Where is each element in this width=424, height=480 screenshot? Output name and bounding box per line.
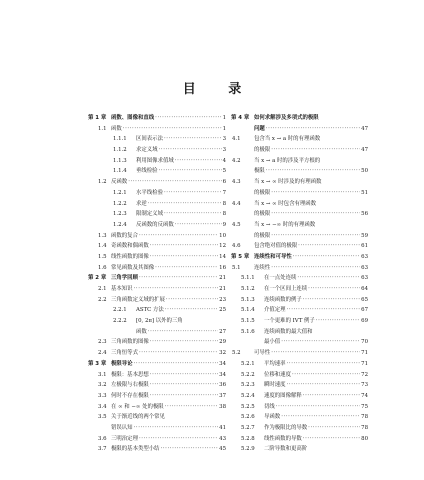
toc-leader-dots	[134, 284, 219, 295]
toc-leader-dots	[139, 434, 218, 445]
toc-entry	[231, 359, 368, 370]
toc-entry-title: 切线	[264, 403, 275, 410]
toc-entry	[231, 327, 368, 338]
toc-leader-dots	[150, 380, 218, 391]
toc-leader-dots	[308, 423, 360, 434]
toc-entry-number: 5.2	[232, 350, 241, 357]
toc-entry	[88, 252, 226, 263]
toc-entry-page: 34	[219, 371, 226, 378]
toc-entry-number: 5.1.4	[241, 307, 255, 314]
toc-entry-number: 第 3 章	[88, 360, 107, 367]
toc-entry-title: 可导性	[254, 350, 271, 357]
toc-entry-number: 5.2.6	[241, 414, 255, 421]
toc-entry	[231, 412, 368, 423]
toc-entry	[231, 199, 368, 210]
toc-leader-dots	[164, 188, 222, 199]
toc-entry-number: 1.2.1	[113, 189, 127, 196]
toc-entry-title: 连续性和可导性	[254, 253, 292, 260]
toc-entry-title: 垂线检验	[136, 168, 158, 175]
toc-entry	[88, 380, 226, 391]
toc-entry-number: 1.2	[98, 179, 107, 186]
toc-entry	[231, 444, 368, 455]
toc-leader-dots	[150, 370, 218, 381]
toc-entry-number: 第 4 章	[231, 115, 250, 121]
toc-entry-title: 线性函数的图像	[111, 253, 149, 260]
toc-entry-number: 3.2	[98, 382, 107, 389]
toc-entry	[88, 134, 226, 145]
toc-entry-number: 第 2 章	[88, 275, 107, 282]
toc-leader-dots	[287, 380, 361, 391]
toc-entry-number: 4.4	[232, 200, 241, 207]
toc-entry-page: 16	[219, 264, 226, 271]
toc-entry-page: 74	[361, 392, 368, 399]
toc-entry-title: 三角函数定义域的扩展	[111, 296, 165, 303]
toc-entry	[88, 284, 226, 295]
toc-leader-dots	[287, 359, 361, 370]
toc-entry-page: 37	[219, 392, 226, 399]
toc-entry-title: 介值定理	[264, 307, 286, 314]
toc-entry	[231, 273, 368, 284]
toc-leader-dots	[281, 337, 360, 348]
toc-entry	[88, 337, 226, 348]
toc-leader-dots	[298, 241, 360, 252]
toc-entry-number: 5.2.4	[241, 392, 255, 399]
toc-entry-page: 1	[222, 125, 226, 132]
toc-right-column	[231, 113, 368, 455]
toc-entry-number: 5.2.9	[241, 446, 255, 453]
toc-entry-number: 5.1.1	[241, 275, 255, 282]
toc-entry-title: 关于渐近线的两个常见	[111, 414, 165, 421]
toc-entry-title: 错误认知	[111, 424, 133, 431]
toc-entry-page: 32	[219, 350, 226, 357]
toc-entry-number: 3.5	[98, 414, 107, 421]
toc-entry-page: 36	[219, 382, 226, 389]
toc-entry-page: 69	[361, 318, 368, 325]
toc-entry	[88, 156, 226, 167]
toc-entry-title: 反函数的反函数	[136, 221, 174, 228]
toc-leader-dots	[266, 124, 360, 135]
toc-entry-page: 4	[222, 157, 226, 164]
toc-entry-title: 函数	[111, 125, 122, 132]
toc-entry	[88, 327, 226, 338]
toc-entry-page: 29	[219, 339, 226, 346]
toc-leader-dots	[134, 423, 219, 434]
toc-entry-number: 5.1	[232, 264, 241, 271]
toc-entry-number: 3.1	[98, 371, 107, 378]
toc-entry-page: 5	[222, 168, 226, 175]
toc-entry-number: 3.7	[98, 446, 107, 453]
toc-entry-number: 5.2.5	[241, 403, 255, 410]
toc-leader-dots	[150, 391, 218, 402]
toc-entry-title: 在一个区间上连续	[264, 286, 308, 292]
toc-entry	[231, 391, 368, 402]
toc-entry-title: 求逆	[136, 200, 147, 207]
toc-entry-title: [0, 2π] 以外的三角	[136, 318, 183, 325]
toc-entry-title: 当 x → a 时的涉及平方根的	[254, 157, 321, 164]
toc-entry-title: 函数、图像和直线	[111, 115, 155, 121]
toc-leader-dots	[148, 199, 222, 210]
toc-leader-dots	[297, 273, 360, 284]
toc-entry-page: 63	[361, 253, 368, 260]
toc-entry-title: 问题	[254, 125, 265, 132]
toc-entry	[231, 231, 368, 242]
toc-entry-title: 当 x → ∞ 时包含有理函数	[254, 200, 317, 207]
toc-entry	[231, 402, 368, 413]
toc-leader-dots	[164, 134, 222, 145]
toc-entry-title: 瞬时速度	[264, 382, 286, 389]
toc-entry-title: 的极限	[254, 232, 271, 239]
toc-entry-title: 导函数	[264, 414, 281, 421]
toc-leader-dots	[155, 263, 218, 274]
toc-leader-dots	[139, 273, 218, 284]
toc-entry	[231, 113, 368, 124]
toc-entry	[88, 359, 226, 370]
toc-entry-number: 1.1.2	[113, 147, 127, 154]
toc-entry-number: 1.4	[98, 243, 107, 250]
toc-leader-dots	[281, 412, 360, 423]
toc-entry-number: 5.2.3	[241, 382, 255, 389]
toc-entry	[88, 412, 226, 423]
toc-entry-page: 14	[219, 253, 226, 260]
toc-entry-number: 1.2.3	[113, 211, 127, 218]
toc-entry-page: 70	[361, 339, 368, 346]
toc-entry-number: 4.2	[232, 157, 241, 164]
toc-entry-number: 1.1	[98, 125, 107, 132]
toc-leader-dots	[266, 166, 360, 177]
toc-entry	[88, 316, 226, 327]
toc-entry-page: 8	[222, 211, 226, 218]
toc-entry	[231, 241, 368, 252]
toc-entry-title: 线性函数的导数	[264, 435, 302, 442]
toc-entry-page: 27	[219, 328, 226, 335]
toc-leader-dots	[175, 156, 222, 167]
toc-leader-dots	[271, 263, 360, 274]
toc-entry	[231, 177, 368, 188]
toc-entry	[231, 316, 368, 327]
toc-entry-number: 2.2.2	[113, 318, 127, 325]
toc-entry	[231, 263, 368, 274]
toc-leader-dots	[316, 316, 360, 327]
toc-leader-dots	[276, 402, 360, 413]
toc-entry-title: 连续函数的最大值和	[264, 328, 313, 335]
toc-entry	[88, 166, 226, 177]
toc-entry-page: 75	[361, 403, 368, 410]
toc-entry	[88, 273, 226, 284]
toc-entry-page: 73	[361, 382, 368, 389]
toc-entry-title: 基本知识	[111, 286, 133, 292]
toc-entry-title: 函数	[136, 328, 147, 335]
toc-entry	[88, 124, 226, 135]
toc-entry-number: 3.4	[98, 403, 107, 410]
toc-entry-title: 极限：基本思想	[111, 371, 149, 378]
toc-entry-title: 当 x → −∞ 时的有理函数	[254, 221, 316, 228]
toc-entry	[88, 220, 226, 231]
toc-entry-page: 50	[361, 168, 368, 175]
toc-entry-page: 56	[361, 211, 368, 218]
toc-leader-dots	[139, 348, 218, 359]
toc-entry-number: 5.2.8	[241, 435, 255, 442]
toc-entry-page: 38	[219, 403, 226, 410]
toc-entry-page: 78	[361, 424, 368, 431]
toc-entry-page: 64	[361, 286, 368, 292]
toc-entry-number: 5.2.1	[241, 360, 255, 367]
toc-entry-title: 极限的基本类型小结	[111, 446, 160, 453]
toc-entry-page: 3	[222, 136, 226, 143]
toc-leader-dots	[134, 359, 219, 370]
toc-entry-number: 第 1 章	[88, 115, 107, 121]
toc-entry-page: 65	[361, 296, 368, 303]
toc-entry	[88, 177, 226, 188]
toc-entry-page: 63	[361, 275, 368, 282]
toc-leader-dots	[303, 295, 360, 306]
toc-entry-page: 72	[361, 371, 368, 378]
toc-entry	[88, 241, 226, 252]
toc-entry	[231, 156, 368, 167]
toc-entry	[231, 337, 368, 348]
toc-entry-title: 平均速率	[264, 360, 286, 367]
toc-entry-page: 10	[219, 232, 226, 239]
toc-entry-number: 4.1	[232, 136, 241, 143]
toc-entry-number: 1.2.2	[113, 200, 127, 207]
toc-entry	[88, 263, 226, 274]
toc-entry-page: 34	[219, 360, 226, 367]
toc-entry-title: 在 ∞ 和 −∞ 处的极限	[111, 403, 164, 410]
toc-entry-title: 左极限与右极限	[111, 382, 149, 389]
toc-entry-title: 如何求解涉及多项式的极限	[254, 115, 319, 121]
toc-entry-page: 45	[219, 446, 226, 453]
toc-entry-page: 8	[222, 200, 226, 207]
toc-leader-dots	[308, 284, 360, 295]
toc-entry-number: 5.1.5	[241, 318, 255, 325]
toc-entry	[88, 113, 226, 124]
toc-leader-dots	[293, 252, 360, 263]
toc-entry-number: 2.2	[98, 296, 107, 303]
toc-entry	[231, 220, 368, 231]
toc-entry	[88, 305, 226, 316]
toc-entry-number: 4.3	[232, 179, 241, 186]
toc-leader-dots	[165, 402, 218, 413]
toc-leader-dots	[271, 188, 360, 199]
toc-entry-page: 67	[361, 307, 368, 314]
toc-entry-page: 25	[219, 307, 226, 314]
toc-entry-title: 一个更难的 IVT 例子	[264, 318, 315, 325]
toc-entry-number: 1.1.4	[113, 168, 127, 175]
toc-leader-dots	[150, 252, 218, 263]
toc-entry	[231, 252, 368, 263]
toc-entry-title: 极限导论	[111, 360, 133, 367]
toc-leader-dots	[139, 231, 218, 242]
toc-entry-title: 利用图像求值域	[136, 157, 174, 164]
toc-entry-title: 区间表示法	[136, 136, 163, 143]
toc-entry-number: 5.2.7	[241, 424, 255, 431]
toc-entry-number: 1.5	[98, 253, 107, 260]
toc-entry-title: 三角恒等式	[111, 350, 138, 357]
toc-entry-title: 作为极限比的导数	[264, 424, 308, 431]
toc-entry-title: 的极限	[254, 211, 271, 218]
toc-entry-page: 61	[361, 243, 368, 250]
toc-entry-title: 连续函数的例子	[264, 296, 302, 303]
toc-entry-number: 5.2.2	[241, 371, 255, 378]
toc-entry	[88, 295, 226, 306]
toc-entry-page: 7	[222, 189, 226, 196]
toc-entry	[231, 145, 368, 156]
toc-entry-title: 位移和速度	[264, 371, 291, 378]
toc-entry	[88, 434, 226, 445]
toc-entry-number: 2.3	[98, 339, 107, 346]
toc-entry-title: 速度的图像解释	[264, 392, 302, 399]
toc-entry-page: 47	[361, 125, 368, 132]
toc-entry-title: 极限	[254, 168, 265, 175]
toc-leader-dots	[123, 124, 222, 135]
toc-entry	[88, 209, 226, 220]
toc-entry	[231, 295, 368, 306]
toc-entry-number: 1.1.1	[113, 136, 127, 143]
toc-entry	[231, 284, 368, 295]
toc-entry	[231, 370, 368, 381]
toc-entry	[88, 423, 226, 434]
toc-entry	[88, 370, 226, 381]
toc-entry	[88, 145, 226, 156]
toc-entry-page: 41	[219, 424, 226, 431]
toc-leader-dots	[271, 209, 360, 220]
toc-leader-dots	[159, 145, 222, 156]
toc-entry	[231, 348, 368, 359]
toc-entry	[88, 188, 226, 199]
toc-entry-page: 23	[219, 296, 226, 303]
toc-entry	[231, 209, 368, 220]
toc-entry-title: 限制定义域	[136, 211, 163, 218]
toc-entry-number: 4.6	[232, 243, 241, 250]
toc-entry-number: 1.1.3	[113, 157, 127, 164]
toc-entry	[88, 199, 226, 210]
toc-leader-dots	[155, 113, 221, 124]
toc-entry	[231, 305, 368, 316]
toc-entry-number: 第 5 章	[231, 253, 250, 260]
toc-entry-page: 71	[361, 350, 368, 357]
toc-entry-title: 三角函数的图像	[111, 339, 149, 346]
toc-entry-page: 47	[361, 147, 368, 154]
toc-entry	[88, 402, 226, 413]
toc-entry-number: 1.3	[98, 232, 107, 239]
toc-entry	[231, 188, 368, 199]
toc-leader-dots	[159, 166, 222, 177]
toc-entry-title: 的极限	[254, 189, 271, 196]
toc-entry-title: 水平线检验	[136, 189, 163, 196]
toc-entry-title: 二阶导数和更高阶	[264, 446, 308, 453]
toc-entry-number: 1.2.4	[113, 221, 127, 228]
toc-leader-dots	[161, 444, 219, 455]
toc-entry-title: 反函数	[111, 179, 128, 186]
toc-entry-page: 9	[222, 221, 226, 228]
toc-entry-number: 5.1.6	[241, 328, 255, 335]
toc-entry-page: 63	[361, 264, 368, 271]
toc-leader-dots	[150, 241, 218, 252]
toc-entry	[88, 444, 226, 455]
toc-entry-number: 2.1	[98, 286, 107, 292]
toc-entry	[231, 134, 368, 145]
toc-leader-dots	[271, 145, 360, 156]
toc-leader-dots	[128, 177, 221, 188]
toc-entry-title: 奇函数和偶函数	[111, 243, 149, 250]
toc-leader-dots	[303, 391, 360, 402]
toc-entry-title: 三角学回顾	[111, 275, 138, 282]
toc-entry-title: 函数的复合	[111, 232, 138, 239]
toc-entry-page: 80	[361, 435, 368, 442]
toc-entry-title: 求定义域	[136, 147, 158, 154]
toc-entry-page: 1	[222, 115, 226, 121]
toc-entry	[231, 434, 368, 445]
toc-entry-number: 3.3	[98, 392, 107, 399]
toc-entry-page: 12	[219, 243, 226, 250]
toc-entry-title: 连续性	[254, 264, 271, 271]
toc-entry	[88, 348, 226, 359]
toc-entry-page: 21	[219, 286, 226, 292]
toc-entry-title: 包含当 x → a 时的有理函数	[254, 136, 321, 143]
toc-entry-number: 1.6	[98, 264, 107, 271]
toc-entry	[231, 124, 368, 135]
toc-leader-dots	[165, 305, 218, 316]
toc-entry	[88, 391, 226, 402]
toc-entry-number: 2.2.1	[113, 307, 127, 314]
toc-entry-page: 6	[222, 179, 226, 186]
page-title: 目 录	[182, 82, 256, 97]
toc-entry-page: 43	[219, 435, 226, 442]
toc-entry-title: 何时不存在极限	[111, 392, 149, 399]
toc-left-column	[88, 113, 226, 455]
toc-leader-dots	[175, 220, 222, 231]
toc-leader-dots	[166, 295, 218, 306]
toc-entry-page: 59	[361, 232, 368, 239]
toc-leader-dots	[148, 327, 218, 338]
toc-leader-dots	[303, 434, 360, 445]
toc-entry	[88, 231, 226, 242]
toc-entry-title: 常见函数及其图像	[111, 264, 155, 271]
toc-entry	[231, 423, 368, 434]
toc-entry-number: 3.6	[98, 435, 107, 442]
toc-entry-number: 5.1.2	[241, 286, 255, 292]
toc-entry-title: 包含绝对值的极限	[254, 243, 298, 250]
toc-entry-number: 2.4	[98, 350, 107, 357]
toc-entry-title: 当 x → ∞ 时涉及的有理函数	[254, 179, 322, 186]
toc-leader-dots	[287, 305, 361, 316]
toc-leader-dots	[150, 337, 218, 348]
toc-entry-page: 3	[222, 147, 226, 154]
toc-entry-title: 的极限	[254, 147, 271, 154]
toc-entry-title: 在一点处连续	[264, 275, 297, 282]
toc-entry-page: 78	[361, 414, 368, 421]
toc-entry-number: 5.1.3	[241, 296, 255, 303]
toc-leader-dots	[292, 370, 360, 381]
toc-entry-title: 最小值	[264, 339, 281, 346]
toc-entry-title: ASTC 方法	[136, 307, 164, 314]
toc-entry	[231, 166, 368, 177]
toc-entry-number: 4.5	[232, 221, 241, 228]
toc-entry	[231, 380, 368, 391]
toc-leader-dots	[271, 231, 360, 242]
toc-entry-title: 三明治定理	[111, 435, 138, 442]
toc-entry-page: 21	[219, 275, 226, 282]
toc-leader-dots	[271, 348, 360, 359]
toc-entry-page: 71	[361, 360, 368, 367]
toc-entry-page: 51	[361, 189, 368, 196]
toc-leader-dots	[164, 209, 222, 220]
